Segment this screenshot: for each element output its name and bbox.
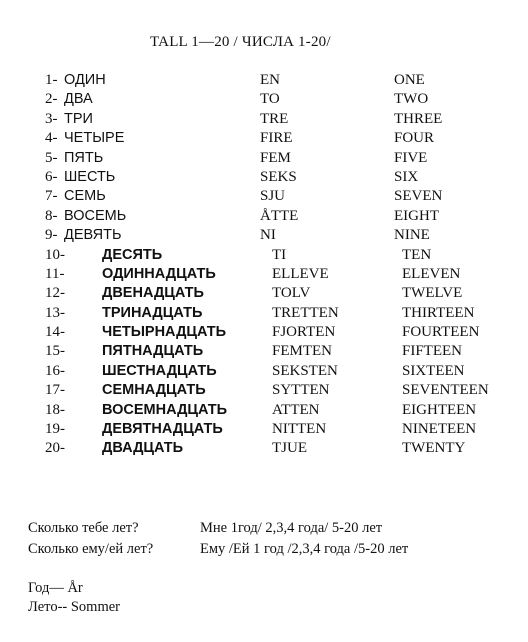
english-word: FIFTEEN [402, 343, 462, 360]
russian-word: ДЕВЯТЬ [64, 227, 122, 244]
number-cell: 12- [45, 285, 65, 302]
norwegian-word: SEKS [260, 168, 297, 185]
number-cell: 15- [45, 343, 65, 360]
english-word: TWO [394, 91, 429, 108]
norwegian-word: SJU [260, 188, 286, 205]
norwegian-word: FJORTEN [272, 324, 336, 341]
number-row [0, 421, 528, 440]
english-word: FOUR [394, 130, 435, 147]
number-row [0, 440, 528, 459]
russian-word: ЧЕТЫРНАДЦАТЬ [102, 324, 227, 341]
english-word: NINETEEN [402, 421, 477, 438]
english-word: SIX [394, 168, 419, 185]
norwegian-word: TO [260, 91, 280, 108]
number-cell: 4- [45, 130, 58, 147]
number-cell: 2- [45, 91, 58, 108]
english-word: SEVENTEEN [402, 382, 489, 399]
number-cell: 18- [45, 401, 65, 418]
english-word: TEN [402, 246, 432, 263]
number-row [0, 111, 528, 130]
russian-word: ДВАДЦАТЬ [102, 440, 184, 457]
norwegian-word: FIRE [260, 130, 293, 147]
norwegian-word: TI [272, 246, 287, 263]
numbers-table [0, 72, 528, 460]
english-word: THIRTEEN [402, 304, 475, 321]
norwegian-word: SEKSTEN [272, 362, 338, 379]
number-cell: 1- [45, 72, 58, 88]
number-row [0, 169, 528, 188]
number-cell: 20- [45, 440, 65, 457]
norwegian-word: TJUE [272, 440, 307, 457]
norwegian-word: TRETTEN [272, 304, 339, 321]
number-cell: 17- [45, 382, 65, 399]
english-word: SIXTEEN [402, 362, 465, 379]
number-cell: 8- [45, 207, 58, 224]
norwegian-word: TOLV [272, 285, 311, 302]
russian-word: ДЕВЯТНАДЦАТЬ [102, 421, 223, 438]
number-row [0, 72, 528, 91]
russian-word: ОДИН [64, 72, 106, 88]
number-cell: 14- [45, 324, 65, 341]
russian-word: ТРИНАДЦАТЬ [102, 304, 203, 321]
number-cell: 13- [45, 304, 65, 321]
russian-word: ЧЕТЫРЕ [64, 130, 125, 147]
question-text: Сколько ему/ей лет? [28, 541, 154, 557]
norwegian-word: EN [260, 72, 280, 88]
number-row [0, 227, 528, 246]
english-word: EIGHTEEN [402, 401, 477, 418]
norwegian-word: ATTEN [272, 401, 320, 418]
vocab-line: Год— År [28, 580, 83, 596]
number-row [0, 208, 528, 227]
russian-word: ТРИ [64, 110, 93, 127]
question-row [28, 541, 409, 558]
norwegian-word: FEM [260, 149, 291, 166]
number-row [0, 382, 528, 401]
norwegian-word: SYTTEN [272, 382, 330, 399]
russian-word: ПЯТЬ [64, 149, 104, 166]
english-word: THREE [394, 110, 443, 127]
number-row [0, 266, 528, 285]
english-word: FOURTEEN [402, 324, 480, 341]
number-cell: 9- [45, 227, 58, 244]
russian-word: ДВА [64, 91, 93, 108]
russian-word: ПЯТНАДЦАТЬ [102, 343, 204, 360]
norwegian-word: FEMTEN [272, 343, 332, 360]
number-row [0, 91, 528, 110]
number-row [0, 363, 528, 382]
number-row [0, 305, 528, 324]
english-word: EIGHT [394, 207, 439, 224]
number-row [0, 130, 528, 149]
norwegian-word: ÅTTE [260, 207, 299, 224]
number-row [0, 343, 528, 362]
norwegian-word: NITTEN [272, 421, 327, 438]
russian-word: ШЕСТНАДЦАТЬ [102, 362, 217, 379]
number-row [0, 285, 528, 304]
answer-text: Мне 1год/ 2,3,4 года/ 5-20 лет [200, 520, 383, 536]
russian-word: СЕМНАДЦАТЬ [102, 382, 206, 399]
number-row [0, 247, 528, 266]
english-word: NINE [394, 227, 430, 244]
number-cell: 6- [45, 168, 58, 185]
norwegian-word: TRE [260, 110, 289, 127]
russian-word: ВОСЕМНАДЦАТЬ [102, 401, 228, 418]
russian-word: ДЕСЯТЬ [102, 246, 163, 263]
answer-text: Ему /Ей 1 год /2,3,4 года /5-20 лет [200, 541, 409, 557]
number-row [0, 150, 528, 169]
english-word: ELEVEN [402, 265, 461, 282]
question-row [28, 520, 383, 537]
number-row [0, 324, 528, 343]
number-cell: 5- [45, 149, 58, 166]
russian-word: ДВЕНАДЦАТЬ [102, 285, 204, 302]
english-word: TWELVE [402, 285, 463, 302]
russian-word: ОДИННАДЦАТЬ [102, 265, 216, 282]
norwegian-word: ELLEVE [272, 265, 329, 282]
russian-word: ШЕСТЬ [64, 168, 116, 185]
question-text: Сколько тебе лет? [28, 520, 139, 536]
russian-word: СЕМЬ [64, 188, 106, 205]
russian-word: ВОСЕМЬ [64, 207, 127, 224]
number-cell: 11- [45, 265, 65, 282]
vocab-line: Лето-- Sommer [28, 599, 120, 615]
number-cell: 3- [45, 110, 58, 127]
page-title: TALL 1—20 / ЧИСЛА 1-20/ [150, 34, 331, 50]
number-row [0, 188, 528, 207]
norwegian-word: NI [260, 227, 276, 244]
number-cell: 19- [45, 421, 65, 438]
english-word: SEVEN [394, 188, 443, 205]
number-cell: 10- [45, 246, 65, 263]
number-cell: 16- [45, 362, 65, 379]
number-row [0, 402, 528, 421]
english-word: FIVE [394, 149, 428, 166]
number-cell: 7- [45, 188, 58, 205]
english-word: ONE [394, 72, 425, 88]
english-word: TWENTY [402, 440, 466, 457]
